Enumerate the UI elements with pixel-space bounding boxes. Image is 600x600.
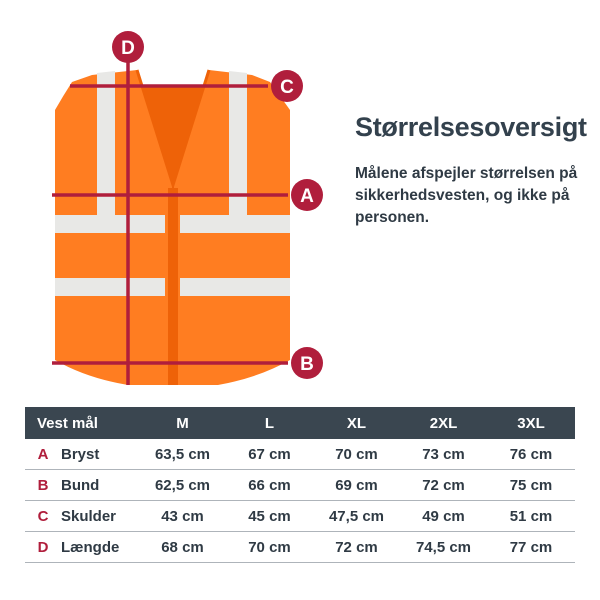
vest-placket [168,188,178,385]
table-header-row [25,407,575,439]
size-guide-description: Målene afspejler størrelsen på sikkerhedsvesten, og ikke på personen. [355,165,578,226]
marker-d [112,31,144,63]
header-size-2xl: 2XL [429,414,458,432]
cell-value: 69 cm [313,470,400,501]
reflective-band-upper-left [55,215,165,233]
cell-value: 67 cm [226,439,313,470]
header-vest-maal: Vest mål [37,414,98,432]
reflective-band-lower-left [55,278,165,296]
row-letter: A [25,439,61,470]
header-size-m: M [176,414,189,432]
cell-value: 76 cm [487,439,575,470]
table-row [25,532,575,563]
reflective-band-upper-right [180,215,290,233]
marker-b [291,347,323,379]
row-letter: D [25,532,61,563]
marker-a [291,179,323,211]
cell-value: 62,5 cm [139,470,226,501]
marker-c-label: C [280,77,294,98]
page-title: Størrelsesoversigt [355,112,587,142]
cell-value: 73 cm [400,439,487,470]
cell-value: 72 cm [400,470,487,501]
cell-value: 70 cm [226,532,313,563]
header-size-l: L [264,414,275,432]
cell-value: 74,5 cm [400,532,487,563]
reflective-band-lower-right [180,278,290,296]
row-name: Bund [61,470,139,501]
size-table [25,407,575,563]
cell-value: 49 cm [400,501,487,532]
cell-value: 68 cm [139,532,226,563]
table-row [25,470,575,501]
cell-value: 45 cm [226,501,313,532]
marker-b-label: B [300,354,314,375]
cell-value: 70 cm [313,439,400,470]
cell-value: 72 cm [313,532,400,563]
marker-d-label: D [121,38,135,59]
table-row [25,439,575,470]
row-name: Skulder [61,501,139,532]
row-letter: B [25,470,61,501]
cell-value: 47,5 cm [313,501,400,532]
cell-value: 75 cm [487,470,575,501]
size-guide-info [355,112,585,229]
row-name: Bryst [61,439,139,470]
cell-value: 51 cm [487,501,575,532]
marker-a-label: A [300,186,314,207]
header-size-3xl: 3XL [517,414,545,432]
cell-value: 66 cm [226,470,313,501]
cell-value: 63,5 cm [139,439,226,470]
row-name: Længde [61,532,139,563]
header-size-xl: XL [346,414,367,432]
row-letter: C [25,501,61,532]
marker-c [271,70,303,102]
cell-value: 43 cm [139,501,226,532]
cell-value: 77 cm [487,532,575,563]
vest-figure [0,0,340,400]
table-row [25,501,575,532]
